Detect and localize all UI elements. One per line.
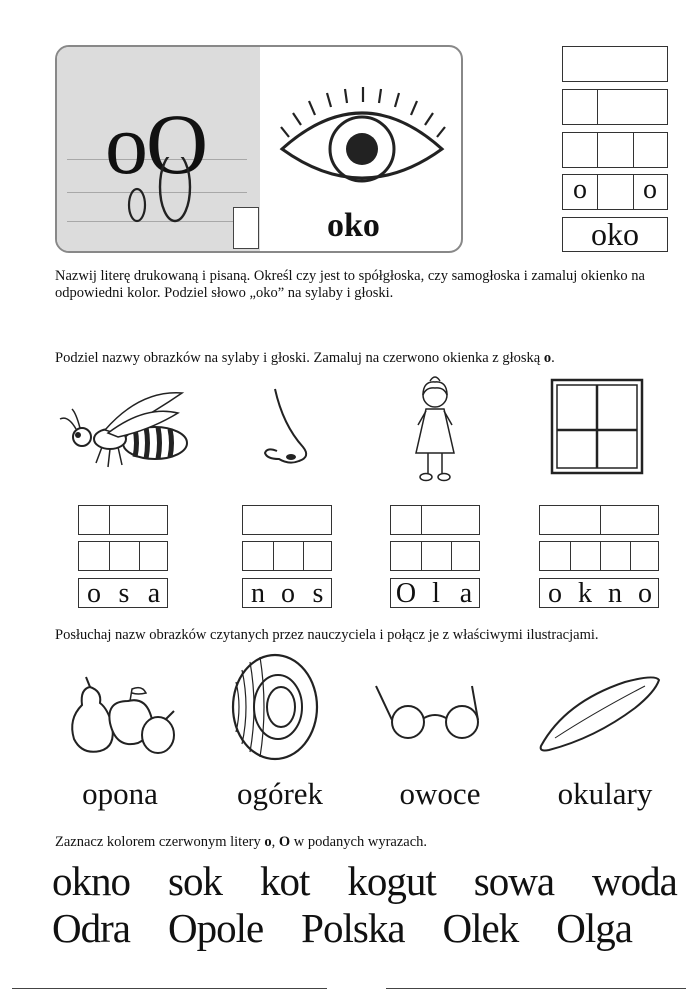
wasp-icon [50, 385, 190, 480]
task3-instruction: Posłuchaj nazw obrazków czytanych przez nauczyciela i połącz je z właściwymi ilustracjami. [55, 627, 599, 643]
sound-boxes[interactable] [242, 541, 332, 571]
letter-cell: a [459, 578, 473, 609]
letter-cell: k [578, 578, 592, 609]
glasses-icon [372, 682, 484, 742]
match-word: opona [82, 776, 158, 811]
nose-icon [255, 385, 320, 470]
letter-cell: n [608, 578, 622, 609]
letter-cell [597, 175, 633, 209]
script-letters [127, 157, 247, 237]
letter-card [55, 45, 463, 253]
sound-boxes[interactable] [78, 541, 168, 571]
word: Olek [442, 905, 519, 951]
sound-boxes[interactable] [390, 541, 480, 571]
word: Olga [556, 905, 632, 951]
word: sowa [473, 858, 555, 904]
letter-cell: o [643, 174, 657, 205]
task2-instruction: Podziel nazwy obrazków na sylaby i głoski. Zamaluj na czerwono okienka z głoską o. [55, 350, 555, 366]
word: Opole [167, 905, 264, 951]
letter-boxes [78, 578, 168, 608]
letter-boxes [539, 578, 659, 608]
word: Polska [301, 905, 405, 951]
letter-cell: a [147, 578, 161, 609]
word: sok [168, 858, 222, 904]
letter-cell: O [395, 578, 417, 609]
divider [386, 988, 686, 989]
word: okno [52, 858, 130, 904]
girl-icon [408, 373, 463, 485]
word-row-2 [52, 904, 692, 952]
sound-boxes[interactable] [539, 541, 659, 571]
syllable-boxes[interactable] [539, 505, 659, 535]
fruit-icon [62, 675, 180, 757]
letter-cell: o [638, 578, 652, 609]
cucumber-icon [535, 672, 665, 754]
syllable-boxes[interactable] [242, 505, 332, 535]
letter-cell: o [87, 578, 101, 609]
task1-instruction: Nazwij literę drukowaną i pisaną. Określ czy jest to spółgłoska, czy samogłoska i zamaluj okienko na odpowiedni kolor. Podziel słowo „oko” na sylaby i głoski. [55, 268, 645, 301]
letter-cell: s [312, 578, 324, 609]
letter-cell: l [432, 578, 440, 609]
word-box[interactable] [562, 46, 668, 82]
eye-icon [277, 87, 447, 197]
letter-cell: o [281, 578, 295, 609]
letter-boxes [562, 174, 668, 210]
letter-cell: o [548, 578, 562, 609]
word-row-1 [52, 857, 692, 905]
card-word: oko [327, 207, 380, 244]
word: Odra [52, 905, 130, 951]
task4-instruction: Zaznacz kolorem czerwonym litery o, O w podanych wyrazach. [55, 834, 428, 850]
match-word: ogórek [236, 776, 324, 811]
word: woda [592, 858, 677, 904]
word: kot [259, 858, 310, 904]
match-word: okulary [557, 776, 653, 811]
letter-panel [57, 47, 260, 251]
sound-boxes[interactable] [562, 132, 668, 168]
letter-cell: n [251, 578, 265, 609]
word-label: oko [562, 217, 668, 252]
word: kogut [347, 858, 436, 904]
syllable-boxes[interactable] [78, 505, 168, 535]
letter-boxes [242, 578, 332, 608]
tire-icon [228, 652, 323, 762]
letter-cell: o [573, 174, 587, 205]
letter-boxes [390, 578, 480, 608]
color-box[interactable] [233, 207, 259, 249]
window-icon [550, 378, 645, 476]
divider [12, 988, 327, 989]
match-word: owoce [399, 776, 481, 811]
letter-cell: s [118, 578, 130, 609]
syllable-boxes[interactable] [390, 505, 480, 535]
print-letters: oO [105, 96, 207, 192]
syllable-boxes[interactable] [562, 89, 668, 125]
